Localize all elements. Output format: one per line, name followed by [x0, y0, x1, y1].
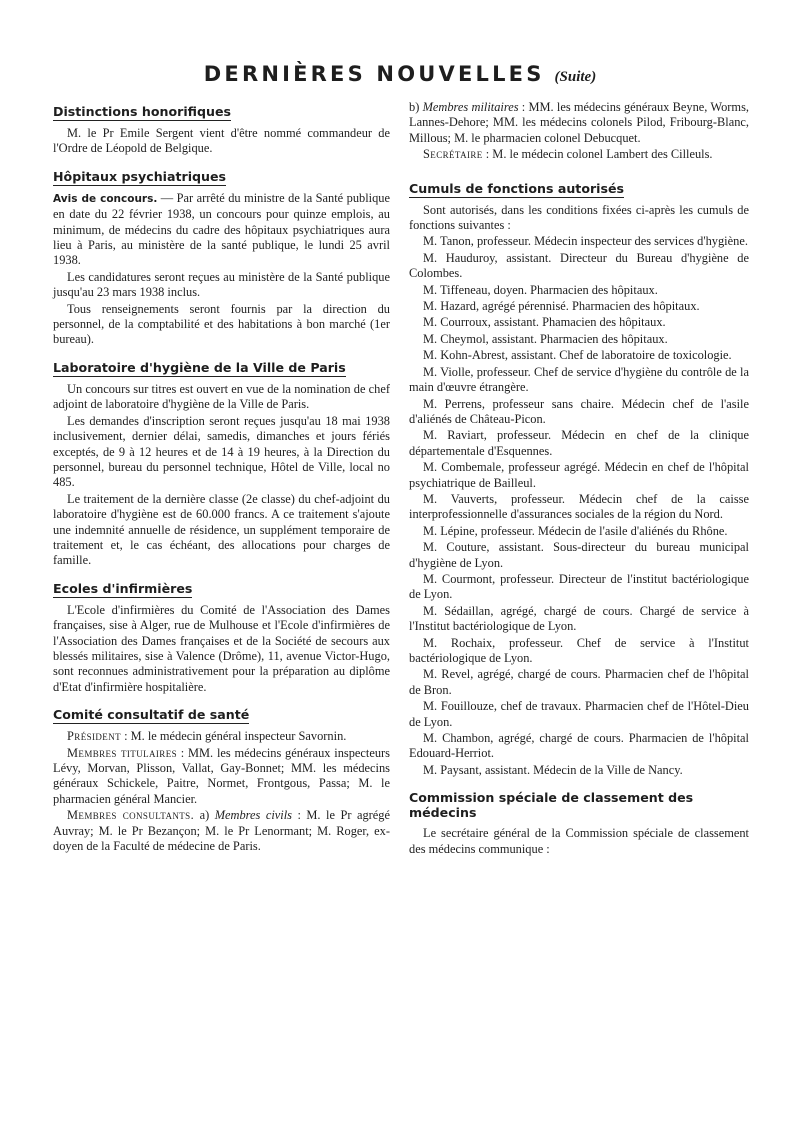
section-title: Hôpitaux psychiatriques [53, 168, 227, 184]
list-item: M. Perrens, professeur sans chaire. Médecin chef de l'asile d'aliénés de Château-Picon. [409, 396, 749, 426]
page-header [0, 62, 800, 86]
paragraph-text: b) [409, 100, 423, 114]
paragraph [409, 100, 749, 146]
label-civils: Membres civils [214, 808, 292, 823]
section-cumuls [409, 177, 749, 779]
paragraph: M. le Pr Emile Sergent vient d'être nommé commandeur de l'Ordre de Léopold de Belgique. [53, 126, 390, 156]
list-item: M. Courmont, professeur. Directeur de l'institut bactériologique de Lyon. [409, 571, 749, 602]
header-suite: (Suite) [554, 69, 597, 85]
list-item: M. Lépine, professeur. Médecin de l'asile d'aliénés du Rhône. [423, 523, 728, 538]
label-titulaires: Membres titulaires [67, 745, 178, 760]
section-commission [409, 790, 749, 857]
section-title: Commission spéciale de classement des médecins [409, 790, 694, 821]
list-item: M. Hazard, agrégé pérennisé. Pharmacien des hôpitaux. [423, 299, 700, 314]
list-item: M. Tanon, professeur. Médecin inspecteur des services d'hygiène. [423, 234, 748, 249]
list-item: M. Chambon, agrégé, chargé de cours. Pharmacien de l'hôpital Edouard-Herriot. [409, 731, 749, 761]
label-consultants: Membres consultants. [67, 808, 195, 823]
paragraph: Les candidatures seront reçues au ministère de la Santé publique jusqu'au 23 mars 1938 inclus. [53, 269, 390, 300]
right-column [409, 100, 749, 858]
paragraph: Le secrétaire général de la Commission spéciale de classement des médecins communique : [409, 826, 749, 856]
paragraph: Tous renseignements seront fournis par la direction du personnel, de la comptabilité et des habitations à bon marché (1er bureau). [53, 301, 390, 347]
paragraph-text: a) [194, 808, 215, 823]
list-item: M. Vauverts, professeur. Médecin chef de la caisse interprofessionnelle d'assurances sociales de la région du Nord. [409, 491, 749, 522]
list-item: M. Combemale, professeur agrégé. Médecin en chef de l'hôpital psychiatrique de Bailleul. [409, 460, 749, 490]
label-president: Président [67, 729, 121, 744]
label-secretaire: Secrétaire [423, 147, 483, 162]
paragraph [53, 746, 390, 808]
list-item: M. Fouillouze, chef de travaux. Pharmacien chef de l'Hôtel-Dieu de Lyon. [409, 699, 749, 729]
paragraph: Le traitement de la dernière classe (2e classe) du chef-adjoint du laboratoire d'hygiène est de 60.000 francs. A ce traitement s'ajoute une indemnité annuelle de résidence, un supplément temporaire de traitement et, le cas échéant, des allocations pour charges de famille. [53, 491, 390, 568]
cumuls-list [409, 203, 749, 779]
list-item: M. Kohn-Abrest, assistant. Chef de laboratoire de toxicologie. [423, 348, 732, 363]
section-militaires [409, 100, 749, 163]
paragraph: Les demandes d'inscription seront reçues jusqu'au 18 mai 1938 inclusivement, dernier délai, samedis, dimanches et jours fériés exceptés, de 9 à 12 heures et de 14 à 19 heures, à la Direction du personnel, bureau du personnel technique, Hôtel de Ville, local no 485. [53, 413, 390, 490]
list-item: M. Cheymol, assistant. Pharmacien des hôpitaux. [423, 331, 668, 346]
list-item: M. Violle, professeur. Chef de service d'hygiène du contrôle de la main d'œuvre étrangère. [409, 364, 749, 395]
lead-label: Avis de concours. [53, 192, 158, 205]
paragraph [53, 808, 390, 854]
list-item: M. Hauduroy, assistant. Directeur du Bureau d'hygiène de Colombes. [409, 250, 749, 281]
list-item: M. Revel, agrégé, chargé de cours. Pharmacien chef de l'hôpital de Bron. [409, 667, 749, 697]
paragraph: L'Ecole d'infirmières du Comité de l'Association des Dames françaises, sise à Alger, rue de Mulhouse et l'Ecole d'infirmières de l'Association des Dames françaises et de la Société de secours aux blessés militaires, sise à Valence (Drôme), 11, avenue Victor-Hugo, sont reconnues administrativement pour la préparation au diplôme d'Etat d'infirmière hospitalière. [53, 602, 390, 694]
list-item: M. Courroux, assistant. Phamacien des hôpitaux. [423, 315, 666, 330]
list-item: M. Couture, assistant. Sous-directeur du bureau municipal d'hygiène de Lyon. [409, 540, 749, 570]
section-ecoles [53, 577, 390, 695]
section-laboratoire [53, 356, 390, 569]
left-column [53, 100, 390, 855]
paragraph-text: : M. le médecin colonel Lambert des Cilleuls. [482, 147, 713, 162]
paragraph-text: — Par arrêté du ministre de la Santé publique en date du 22 février 1938, un concours pour quinze emplois, au minimum, de médecins du cadre des hôpitaux psychiatriques aura lieu à Paris, au ministère de la santé publique, le lundi 25 avril 1938. [53, 190, 390, 268]
list-item: M. Tiffeneau, doyen. Pharmacien des hôpitaux. [423, 282, 658, 297]
paragraph: Un concours sur titres est ouvert en vue de la nomination de chef adjoint de laboratoire d'hygiène de la Ville de Paris. [53, 381, 390, 412]
section-title: Laboratoire d'hygiène de la Ville de Paris [53, 359, 346, 375]
label-militaires: Membres militaires [422, 100, 519, 114]
paragraph-text: : MM. les médecins généraux inspecteurs Lévy, Morvan, Plisson, Vallat, Gay-Bonnet; MM. les médecins généraux Schickele, Paitre, Normet, Frontgous, Passa; M. le pharmacien général Mancier. [53, 745, 390, 806]
paragraph-text: : M. le médecin général inspecteur Savornin. [121, 729, 347, 744]
section-comite [53, 703, 390, 854]
list-item: M. Sédaillan, agrégé, chargé de cours. Chargé de service à l'Institut bactériologique de Lyon. [409, 603, 749, 634]
paragraph [53, 191, 390, 269]
section-title: Distinctions honorifiques [53, 104, 231, 119]
section-hopitaux [53, 165, 390, 348]
list-item: M. Raviart, professeur. Médecin en chef de la clinique départementale d'Esquennes. [409, 428, 749, 458]
paragraph [53, 729, 390, 744]
list-item: Sont autorisés, dans les conditions fixées ci-après les cumuls de fonctions suivantes : [409, 202, 749, 233]
section-title: Ecoles d'infirmières [53, 580, 193, 596]
paragraph-text: : M. le Pr agrégé Auvray; M. le Pr Bezançon; M. le Pr Lenormant; M. Roger, ex-doyen de la Faculté de médecine de Paris. [53, 808, 390, 854]
section-distinctions [53, 100, 390, 157]
section-title: Comité consultatif de santé [53, 707, 250, 723]
header-title: DERNIÈRES NOUVELLES [203, 62, 545, 86]
list-item: M. Rochaix, professeur. Chef de service à l'Institut bactériologique de Lyon. [409, 635, 749, 665]
section-title: Cumuls de fonctions autorisés [409, 180, 625, 196]
paragraph-text: : MM. les médecins généraux Beyne, Worms, Lannes-Dehore; MM. les médecins colonels Pilod, Fribourg-Blanc, Millous; M. le pharmacien colonel Debucquet. [409, 100, 749, 145]
paragraph [409, 147, 749, 162]
list-item: M. Paysant, assistant. Médecin de la Ville de Nancy. [423, 762, 683, 777]
